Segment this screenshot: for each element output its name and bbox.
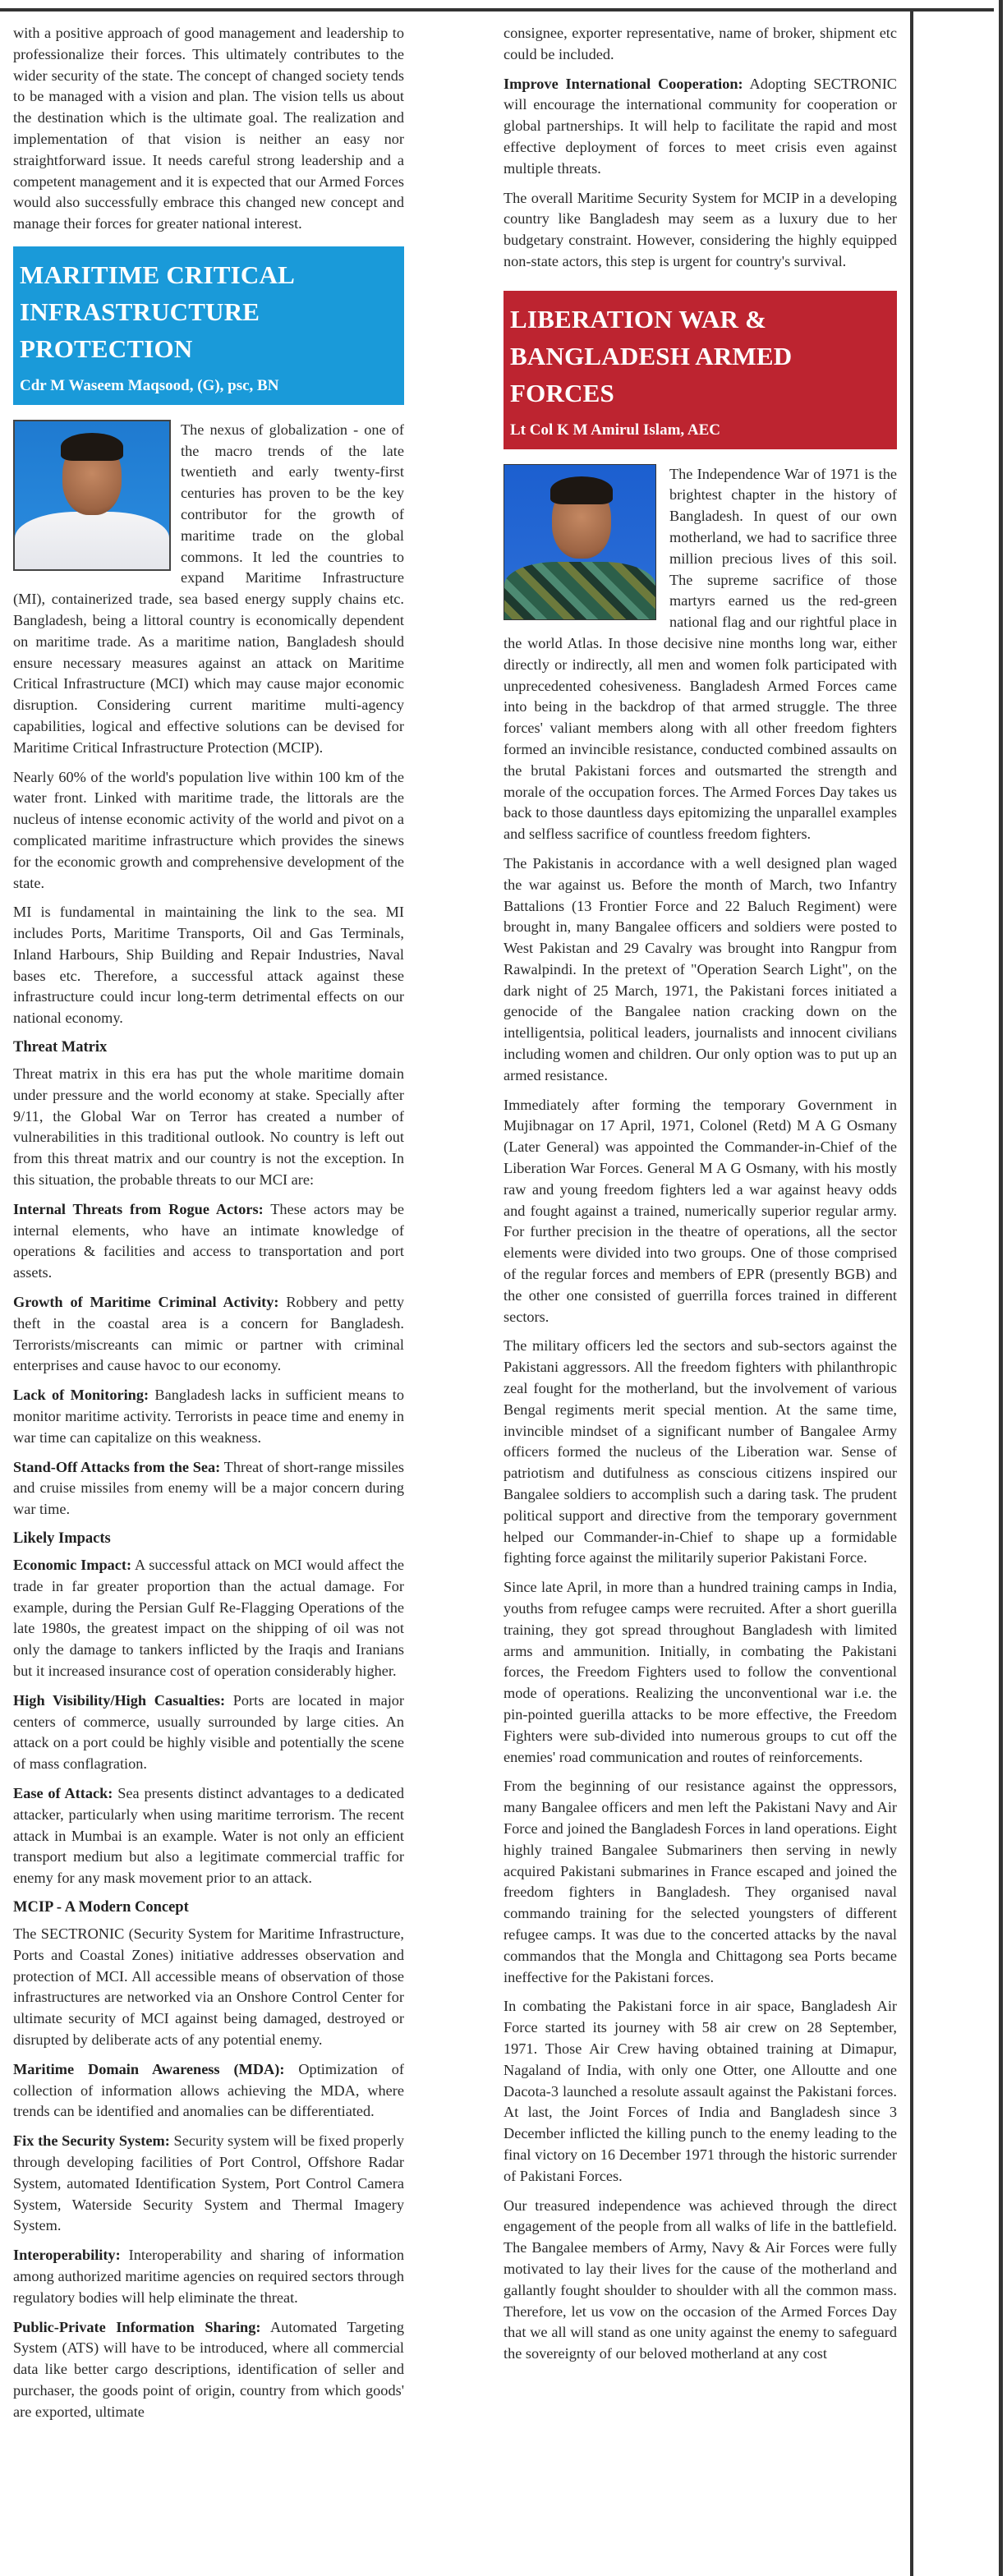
threat-item (13, 1292, 404, 1377)
threat-label: Internal Threats from Rogue Actors: (13, 1200, 264, 1217)
threat-item (13, 1457, 404, 1520)
continuation-paragraph (503, 188, 897, 273)
section-heading: Threat Matrix (13, 1039, 108, 1056)
author-photo (13, 420, 171, 571)
concept-label: Maritime Domain Awareness (MDA): (13, 2060, 285, 2077)
continuation-text: The overall Maritime Security System for MCIP in a developing country like Bangladesh may seem as a luxury due to her budgetary constraint. However, considering the highly equipped non-state actors, this step is urgent for country's survival. (503, 189, 897, 269)
continuation-label: Improve International Cooperation: (503, 75, 743, 92)
threat-text: Bangladesh lacks in sufficient means to monitor maritime activity. Terrorists in peace time and enemy in war time can capitalize on this weakness. (13, 1387, 405, 1446)
top-rule (0, 8, 994, 12)
threat-text: Robbery and petty theft in the coastal area is a concern for Bangladesh. Terrorists/miscreants can mimic or partner with criminal enterprises and cause havoc to our economy. (13, 1294, 405, 1374)
article-banner-maritime (13, 246, 404, 405)
impact-label: High Visibility/High Casualties: (13, 1691, 226, 1709)
section-intro: The SECTRONIC (Security System for Maritime Infrastructure, Ports and Coastal Zones) initiative addresses observation and protection of MCI. All accessible means of observation of those infrastructures are networked via an Onshore Control Center for ultimate security of MCI against being damaged, destroyed or disrupted by deliberate acts of any potential enemy. (13, 1925, 404, 2048)
column-frame-border (910, 8, 913, 2576)
threat-item (13, 1385, 404, 1448)
article-paragraph: From the beginning of our resistance against the oppressors, many Bangalee officers and men left the Pakistani Navy and Air Force and joined the Bangladesh Forces in land operations. Eight highly trained Bangalee Submariners then serving in newly acquired Pakistani submarines in France escaped and joined the freedom fighters in Bangladesh. They organised naval commando training for the selected youngsters of different refugee camps. It was due to the concerted attacks by the naval commandos that the Mongla and Chittagong sea Ports became ineffective for the Pakistani forces. (503, 1778, 897, 1985)
article-paragraph: Our treasured independence was achieved through the direct engagement of the people from all walks of life in the battlefield. The Bangalee members of Army, Navy & Air Forces were fully motivated to lay their lives for the cause of the motherland and gallantly fought shoulder to shoulder with all the common mass. Therefore, let us vow on the occasion of the Armed Forces Day that we all will stand as one unity against the enemy to safeguard the sovereignty of our beloved motherland at any cost (503, 2196, 897, 2362)
impact-item (13, 1555, 404, 1682)
concept-item (13, 2059, 404, 2123)
left-column (13, 23, 404, 2431)
article-paragraph: The Pakistanis in accordance with a well designed plan waged the war against us. Before the month of March, two Infantry Battalions (13 Frontier Force and 22 Baluch Regiment) were brought in, many Bangalee officers and soldiers were posted to West Pakistan and 29 Cavalry was brought into Rangpur from Rawalpindi. In the pretext of "Operation Search Light", on the dark night of 25 March, 1971, the Pakistani forces initiated a genocide of the Bangalee nation cracking down on the intelligentsia, political leaders, journalists and innocent civilians including women and children. Our only option was to put up an armed resistance. (503, 854, 897, 1083)
concept-item (13, 2131, 404, 2237)
impact-text: A successful attack on MCI would affect the trade in far greater proportion than the actual damage. For example, during the Persian Gulf Re-Flagging Operations of the late 1980s, the greatest impact on the shipping of oil was not only the damage to tankers inflicted by the Iraqis and Iranians but it increased insurance cost of operation considerably higher. (13, 1557, 404, 1679)
concept-item (13, 2245, 404, 2308)
threat-text: Threat of short-range missiles and cruise missiles from enemy will be a major concern during war time. (13, 1458, 404, 1518)
impact-text: Ports are located in major centers of commerce, usually surrounded by large cities. An attack on a port could be highly visible and potentially the scene of mass conflagration. (13, 1691, 405, 1773)
impact-label: Ease of Attack: (13, 1784, 113, 1801)
article-title-line-2: INFRASTRUCTURE PROTECTION (20, 297, 260, 363)
intro-paragraph: with a positive approach of good management and leadership to professionalize their forces. This ultimately contributes to the wider security of the state. The concept of changed society tends to be managed with a vision and plan. The vision tells us about the destination which is the ultimate goal. The realization and implementation of that vision is neither an easy nor straightforward issue. It needs careful strong leadership and a competent management and it is expected that our Armed Forces would also successfully embrace this changed new concept and manage their forces for greater national interest. (13, 25, 404, 232)
hair-shape (61, 433, 123, 461)
continuation-text: consignee, exporter representative, name of broker, shipment etc could be included. (503, 25, 897, 62)
article-paragraph: In combating the Pakistani force in air space, Bangladesh Air Force started its journey with 58 air crew on 28 September, 1971. Those Air Crew having obtained training at Dimapur, Nagaland of India, with only one Otter, one Alloutte and one Dacota-3 launched a resolute assault against the Pakistani forces. At last, the Joint Forces of India and Bangladesh since 3 December inflicted the killing punch to the enemy leading to the final victory on 16 December 1971 through the historic surrender of Pakistani Forces. (503, 1998, 897, 2184)
threat-item (13, 1199, 404, 1284)
concept-text: Automated Targeting System (ATS) will have to be introduced, where all commercial data like better cargo descriptions, identification of seller and purchaser, the goods point of origin, country from which goods' are exported, ultimate (13, 2318, 404, 2420)
impact-text: Sea presents distinct advantages to a dedicated attacker, particularly when using maritime terrorism. The recent attack in Mumbai is an example. Water is not only an efficient transport medium but also a legitimate commercial traffic for enemy for any mask movement prior to an attack. (13, 1784, 405, 1887)
article-author: Cdr M Waseem Maqsood, (G), psc, BN (20, 376, 279, 394)
section-heading: Likely Impacts (13, 1530, 111, 1548)
impact-item (13, 1690, 404, 1775)
article-paragraph: Nearly 60% of the world's population live within 100 km of the water front. Linked with maritime trade, the littorals are the nucleus of intense economic activity of the world and pivot on a complicated maritime infrastructure which provides the sinews for the economic growth and comprehensive development of the state. (13, 768, 404, 891)
article-author: Lt Col K M Amirul Islam, AEC (510, 421, 720, 439)
continuation-text: Adopting SECTRONIC will encourage the international community for cooperation or global partnerships. It will help to facilitate the rapid and most effective deployment of forces to meet crisis even against multiple threats. (503, 75, 897, 177)
article-banner-liberation (503, 291, 897, 449)
uniform-shape (15, 512, 169, 571)
continuation-paragraph (503, 74, 897, 180)
continuation-paragraph (503, 23, 897, 66)
impact-item (13, 1783, 404, 1889)
article-paragraph: The military officers led the sectors and sub-sectors against the Pakistani aggressors. All the freedom fighters with philanthropic zeal fought for the motherland, but the involvement of various Bengal regiments merit special mention. At the same time, invincible mindset of a significant number of Bangalee Army officers formed the nucleus of the Liberation war. Sense of patriotism and dutifulness as conscious citizens inspired our Bangalee soldiers to accomplish such a daring task. The prudent political support and directive from the temporary government helped our Commander-in-Chief to shape up a formidable fighting force against the militarily superior Pakistani Force. (503, 1337, 897, 1566)
threat-text: These actors may be internal elements, who have an intimate knowledge of operations & facilities and access to transportation and port assets. (13, 1200, 404, 1281)
article-paragraph: The nexus of globalization - one of the macro trends of the late twentieth and early twenty-first centuries has proven to be the key contributor for the growth of maritime trade on the global commons. It led the countries to expand Maritime Infrastructure (MI), containerized trade, sea based energy supply chains etc. Bangladesh, being a littoral country is economically dependent on maritime trade. As a maritime nation, Bangladesh should ensure necessary measures against an attack on Maritime Critical Infrastructure (MCI) which may cause major economic disruption. Considering current maritime multi-agency capabilities, logical and effective solutions can be devised for Maritime Critical Infrastructure Protection (MCIP). (13, 421, 404, 756)
article-title-line-2: BANGLADESH ARMED FORCES (510, 341, 793, 407)
page-edge-border (999, 0, 1003, 2576)
concept-label: Public-Private Information Sharing: (13, 2318, 261, 2335)
concept-label: Fix the Security System: (13, 2132, 170, 2150)
impact-label: Economic Impact: (13, 1557, 132, 1574)
article-paragraph: The Independence War of 1971 is the brightest chapter in the history of Bangladesh. In quest of our own motherland, we had to sacrifice three million precious lives of this soil. The supreme sacrifice of those martyrs earned us the red-green national flag and our rightful place in the world Atlas. In those decisive nine months long war, either directly or indirectly, all men and women folk participated with unprecedented cohesiveness. Bangladesh Armed Forces came into being in the backdrop of that armed struggle. The three forces' valiant members along with all other freedom fighters formed an invincible resistance, conducted combined assaults on the brutal Pakistani forces and outsmarted the strength and morale of the occupation forces. The Armed Forces Day takes us back to those dauntless days epitomizing the unparallel examples and selfless sacrifice of countless freedom fighters. (503, 465, 897, 843)
right-column (503, 23, 897, 2373)
author-photo (503, 464, 656, 620)
concept-text: Interoperability and sharing of information among authorized maritime agencies on required sectors through regulatory bodies will help eliminate the threat. (13, 2247, 404, 2306)
section-heading: MCIP - A Modern Concept (13, 1898, 189, 1916)
article-title (510, 301, 890, 412)
article-paragraph: Immediately after forming the temporary Government in Mujibnagar on 17 April, 1971, Colonel (Retd) M A G Osmany (Later General) was appointed the Commander-in-Chief of the Liberation War Forces. General M A G Osmany, with his mostly raw and young freedom fighters led a war against heavy odds and fought against a trained, numerically superior regular army. For further precision in the theatre of operations, all the sector elements were divided into two groups. One of those comprised of the regular forces and members of EPR (presently BGB) and the other one consisted of guerrilla forces trained in different sectors. (503, 1096, 897, 1325)
threat-label: Growth of Maritime Criminal Activity: (13, 1294, 279, 1311)
article-title-line-1: MARITIME CRITICAL (20, 260, 295, 289)
article-title-line-1: LIBERATION WAR & (510, 304, 767, 334)
uniform-shape (504, 562, 655, 620)
section-intro: Threat matrix in this era has put the whole maritime domain under pressure and the world economy at stake. Specially after 9/11, the Global War on Terror has created a number of vulnerabilities in this traditional outlook. No country is left out from this threat matrix and our country is not the exception. In this situation, the probable threats to our MCI are: (13, 1065, 404, 1189)
article-paragraph: Since late April, in more than a hundred training camps in India, youths from refugee camps were recruited. After a short guerilla training, they got spread throughout Bangladesh with limited arms and ammunition. Initially, in combating the Pakistani forces, the Freedom Fighters used to follow the conventional mode of operations. Realizing the unconventional war i.e. the pin-pointed guerilla attacks to be more effective, the Freedom Fighters were sub-divided into numerous groups to cut off the enemies' road communication and routes of reinforcements. (503, 1579, 897, 1765)
threat-label: Stand-Off Attacks from the Sea: (13, 1458, 221, 1475)
threat-label: Lack of Monitoring: (13, 1387, 149, 1404)
hair-shape (550, 476, 613, 504)
concept-text: Security system will be fixed properly through developing facilities of Port Control, Offshore Radar System, automated Identification System, Port Control Camera System, Waterside Security System and Thermal Imagery System. (13, 2132, 404, 2234)
concept-item (13, 2317, 404, 2423)
concept-text: Optimization of collection of information allows achieving the MDA, where trends can be identified and anomalies can be differentiated. (13, 2060, 404, 2120)
article-paragraph: MI is fundamental in maintaining the link to the sea. MI includes Ports, Maritime Transports, Oil and Gas Terminals, Inland Harbours, Ship Building and Repair Industries, Naval bases etc. Therefore, a successful attack against these infrastructure could incur long-term detrimental effects on our national economy. (13, 904, 404, 1027)
article-title (20, 256, 398, 367)
concept-label: Interoperability: (13, 2247, 121, 2264)
